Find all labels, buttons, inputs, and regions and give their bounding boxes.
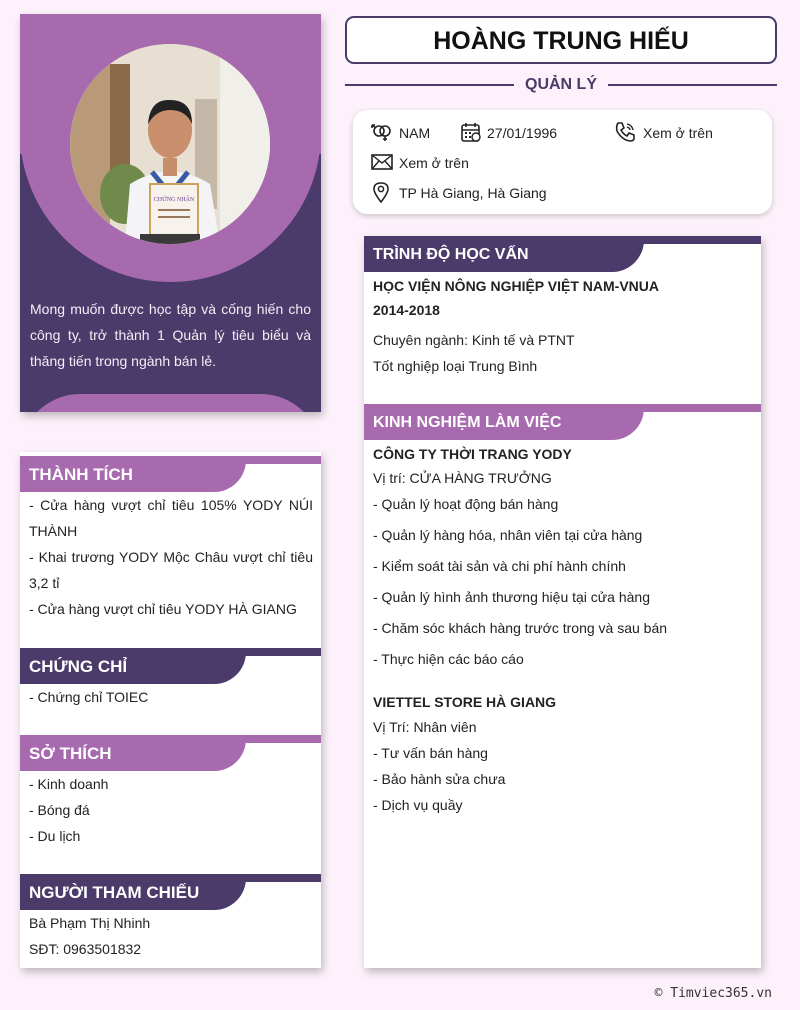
achievement-item: - Cửa hàng vượt chỉ tiêu 105% YODY NÚI THÀNH (29, 497, 313, 539)
job-company: CÔNG TY THỜI TRANG YODY (373, 446, 572, 462)
education-school: HỌC VIỆN NÔNG NGHIỆP VIỆT NAM-VNUA (373, 278, 659, 294)
dob-value: 27/01/1996 (487, 125, 558, 141)
education-years: 2014-2018 (373, 302, 440, 318)
hobbies-header (20, 735, 321, 771)
job-duty: - Tư vấn bán hàng (373, 745, 488, 761)
achievement-item: - Cửa hàng vượt chỉ tiêu YODY HÀ GIANG (29, 601, 297, 617)
certificates-title: CHỨNG CHỈ (20, 648, 246, 684)
career-objective: Mong muốn được học tập và cống hiến cho công ty, trở thành 1 Quản lý tiêu biểu và thăng tiến trong ngành bán lẻ. (30, 301, 311, 369)
job-duty: - Dịch vụ quầy (373, 797, 463, 813)
certificate-item: - Chứng chỉ TOIEC (29, 689, 149, 705)
contact-card (353, 110, 772, 214)
education-major: Chuyên ngành: Kinh tế và PTNT (373, 332, 575, 348)
job-duty: - Chăm sóc khách hàng trước trong và sau bán (373, 620, 668, 636)
location-pin-icon (372, 181, 390, 203)
email-icon (371, 154, 393, 170)
footer-copyright[interactable]: © Timviec365.vn (654, 986, 772, 1001)
certificates-header (20, 648, 321, 684)
hobby-item: - Du lịch (29, 828, 81, 844)
avatar (70, 44, 270, 244)
full-name: HOÀNG TRUNG HIẾU (345, 16, 777, 64)
education-title: TRÌNH ĐỘ HỌC VẤN (364, 236, 644, 272)
left-sections (20, 452, 321, 968)
hobby-item: - Bóng đá (29, 802, 90, 818)
phone-icon (614, 121, 636, 143)
job-duty: - Bảo hành sửa chưa (373, 771, 506, 787)
job-duty: - Quản lý hoạt động bán hàng (373, 496, 559, 512)
education-grade: Tốt nghiệp loại Trung Bình (373, 358, 538, 374)
reference-phone: SĐT: 0963501832 (29, 941, 142, 957)
job-company: VIETTEL STORE HÀ GIANG (373, 694, 557, 710)
avatar-photo (70, 44, 270, 244)
right-sections (364, 236, 761, 968)
job-position: Vị trí: CỬA HÀNG TRƯỞNG (373, 470, 552, 486)
reference-name: Bà Phạm Thị Nhinh (29, 915, 151, 931)
calendar-icon (460, 121, 482, 143)
address-value: TP Hà Giang, Hà Giang (399, 185, 547, 201)
certificate-text: CHỨNG NHẬN (153, 197, 195, 203)
job-duty: - Quản lý hình ảnh thương hiệu tại cửa hàng (373, 589, 650, 605)
job-position: Vị Trí: Nhân viên (373, 719, 477, 735)
hobby-item: - Kinh doanh (29, 776, 109, 792)
gender-icon (371, 122, 393, 142)
references-title: NGƯỜI THAM CHIẾU (20, 874, 246, 910)
phone-value: Xem ở trên (643, 125, 713, 141)
achievements-title: THÀNH TÍCH (20, 456, 246, 492)
achievement-item: - Khai trương YODY Mộc Châu vượt chỉ tiêu 3,2 tỉ (29, 549, 313, 591)
experience-title: KINH NGHIỆM LÀM VIỆC (364, 404, 644, 440)
hobbies-title: SỞ THÍCH (20, 735, 246, 771)
job-duty: - Kiểm soát tài sản và chi phí hành chính (373, 558, 626, 574)
job-title: QUẢN LÝ (514, 74, 608, 96)
profile-card-bottom-arc (20, 394, 321, 412)
job-duty: - Thực hiện các báo cáo (373, 651, 524, 667)
experience-header (364, 404, 761, 440)
job-duty: - Quản lý hàng hóa, nhân viên tại cửa hàng (373, 527, 643, 543)
profile-card (20, 14, 321, 412)
email-value: Xem ở trên (399, 155, 469, 171)
references-header (20, 874, 321, 910)
education-header (364, 236, 761, 272)
gender-value: NAM (399, 125, 431, 141)
achievements-header (20, 456, 321, 492)
